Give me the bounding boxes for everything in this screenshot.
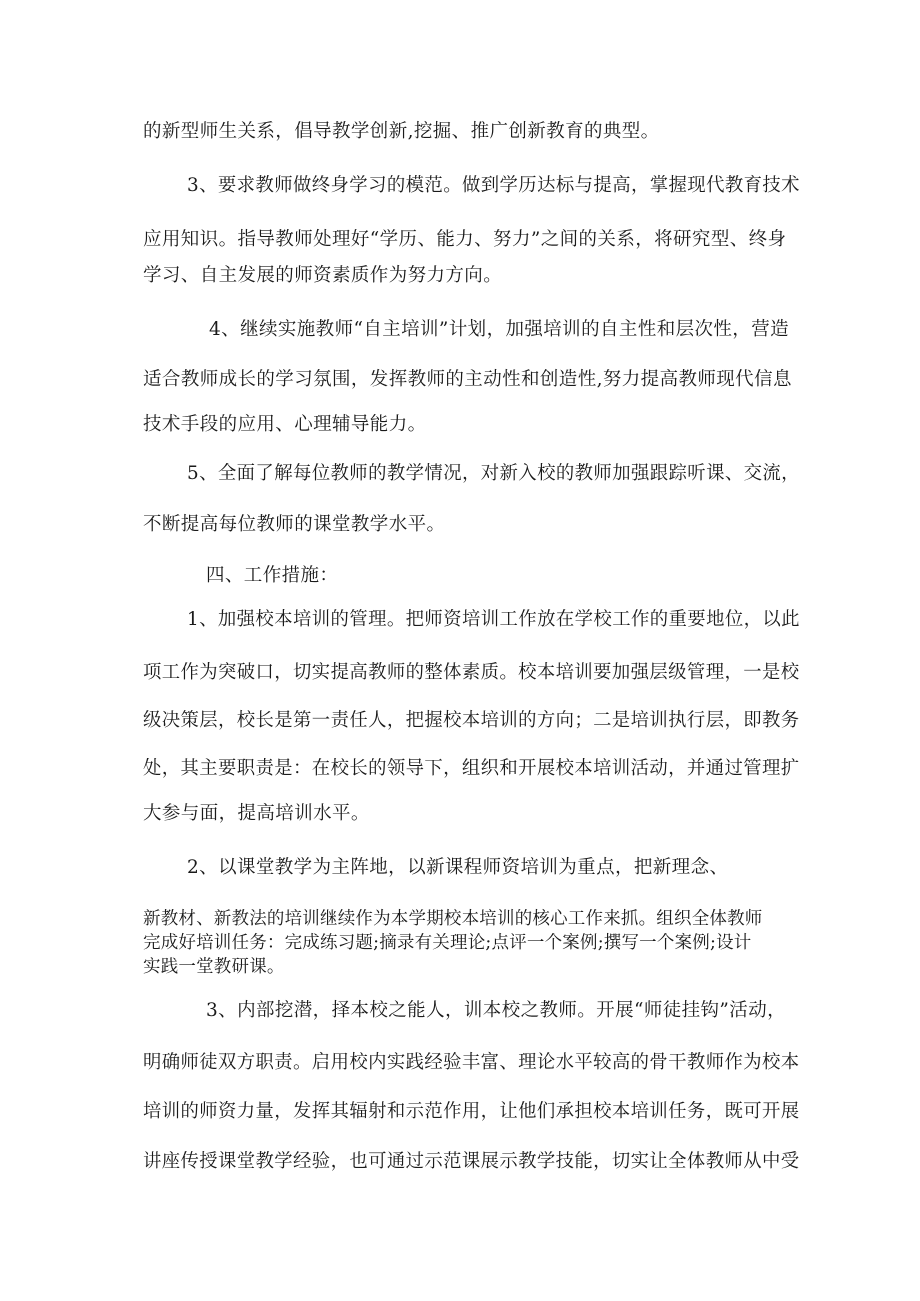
paragraph-line: 完成好培训任务：完成练习题;摘录有关理论;点评一个案例;撰写一个案例;设计 <box>143 933 752 953</box>
paragraph-line: 学习、自主发展的师资素质作为努力方向。 <box>143 265 503 286</box>
paragraph-line: 不断提高每位教师的课堂教学水平。 <box>143 514 446 535</box>
paragraph-line: 适合教师成长的学习氛围，发挥教师的主动性和创造性,努力提高教师现代信息 <box>143 369 792 390</box>
paragraph-line: 培训的师资力量，发挥其辐射和示范作用，让他们承担校本培训任务，既可开展 <box>143 1101 800 1122</box>
paragraph-line: 明确师徒双方职责。启用校内实践经验丰富、理论水平较高的骨干教师作为校本 <box>143 1052 800 1073</box>
paragraph-line: 项工作为突破口，切实提高教师的整体素质。校本培训要加强层级管理，一是校 <box>143 662 800 683</box>
paragraph-line: 的新型师生关系，倡导教学创新,挖掘、推广创新教育的典型。 <box>143 121 660 142</box>
section-heading: 四、工作措施： <box>206 565 339 586</box>
paragraph-line: 实践一堂教研课。 <box>143 957 285 977</box>
paragraph-line: 2、以课堂教学为主阵地，以新课程师资培训为重点，把新理念、 <box>187 857 729 878</box>
paragraph-line: 3、要求教师做终身学习的模范。做到学历达标与提高，掌握现代教育技术 <box>187 175 800 196</box>
paragraph-line: 大参与面，提高培训水平。 <box>143 803 370 824</box>
paragraph-line: 级决策层，校长是第一责任人，把握校本培训的方向；二是培训执行层，即教务 <box>143 710 800 731</box>
paragraph-line: 技术手段的应用、心理辅导能力。 <box>143 414 427 435</box>
paragraph-line: 应用知识。指导教师处理好“学历、能力、努力”之间的关系，将研究型、终身 <box>143 229 787 250</box>
paragraph-line: 4、继续实施教师“自主培训”计划，加强培训的自主性和层次性，营造 <box>209 319 789 340</box>
paragraph-line: 处，其主要职责是：在校长的领导下，组织和开展校本培训活动，并通过管理扩 <box>143 758 800 779</box>
paragraph-line: 新教材、新教法的培训继续作为本学期校本培训的核心工作来抓。组织全体教师 <box>143 909 763 929</box>
paragraph-line: 1、加强校本培训的管理。把师资培训工作放在学校工作的重要地位，以此 <box>187 609 800 630</box>
paragraph-line: 3、内部挖潜，择本校之能人，训本校之教师。开展“师徒挂钩”活动， <box>206 1000 786 1021</box>
paragraph-line: 5、全面了解每位教师的教学情况，对新入校的教师加强跟踪听课、交流， <box>187 463 800 484</box>
paragraph-line: 讲座传授课堂教学经验，也可通过示范课展示教学技能，切实让全体教师从中受 <box>143 1151 800 1172</box>
